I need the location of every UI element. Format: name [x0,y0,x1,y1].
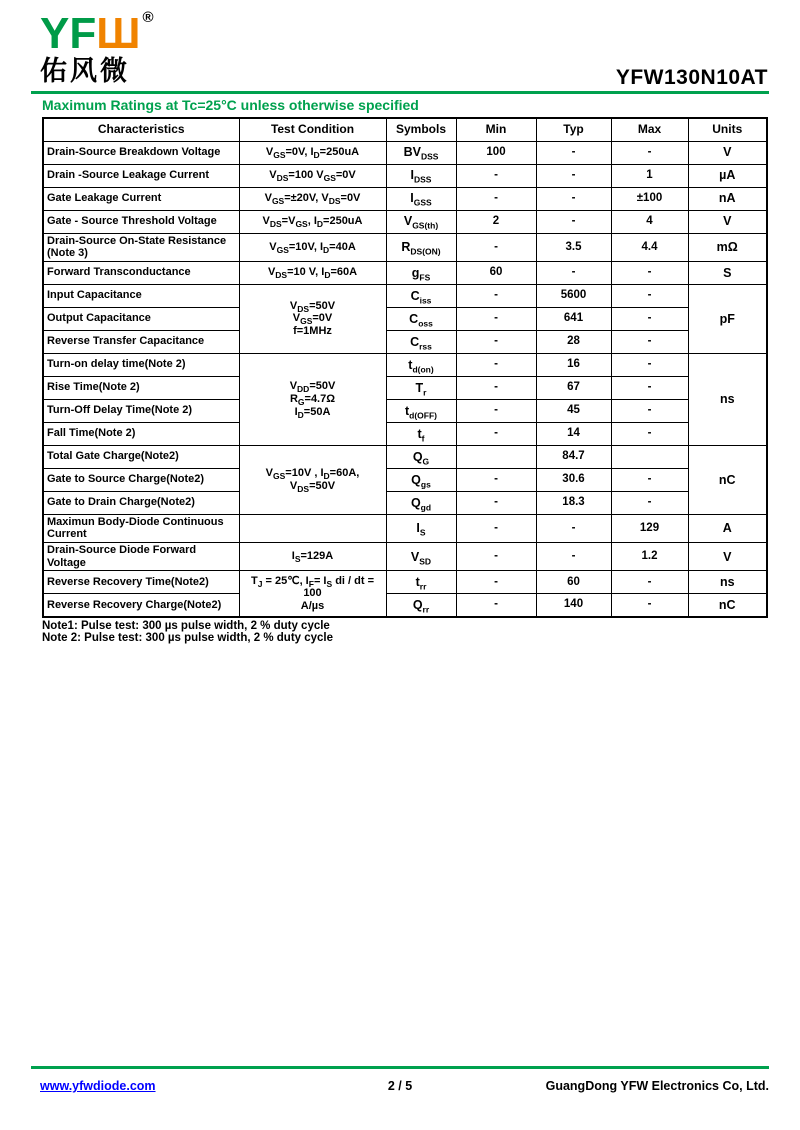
min-cell: - [456,491,536,514]
logo-w-glyph: Ш [96,9,141,58]
symbol-cell: $t_{rr}$ [386,571,456,594]
typ-cell: 18.3 [536,491,611,514]
characteristic-cell: Fall Time(Note 2) [43,422,239,445]
condition-cell: $I_S=129A$ [239,543,386,571]
typ-cell: - [536,141,611,164]
max-cell: - [611,307,688,330]
section-heading: Maximum Ratings at Tc=25°C unless otherwise specified [42,97,419,113]
symbol-cell: $t_f$ [386,422,456,445]
typ-cell: 140 [536,594,611,617]
characteristic-cell: Drain-Source Diode Forward Voltage [43,543,239,571]
max-cell: - [611,353,688,376]
max-cell: 4.4 [611,233,688,261]
condition-cell: $V_{GS}=10V$, $I_D=40A$ [239,233,386,261]
ratings-table [42,117,768,618]
min-cell: - [456,399,536,422]
logo-wordmark [40,10,154,56]
characteristic-cell: Gate Leakage Current [43,187,239,210]
characteristic-cell: Maximun Body-Diode Continuous Current [43,514,239,542]
table-row [43,261,767,284]
condition-cell: $V_{GS}=10V$ , $I_D=60A$, $V_{DS}=50V$ [239,445,386,514]
symbol-cell: $I_{DSS}$ [386,164,456,187]
symbol-cell: $t_{d(on)}$ [386,353,456,376]
condition-cell: $V_{DS}=V_{GS}$, $I_D=250uA$ [239,210,386,233]
symbol-cell: $g_{FS}$ [386,261,456,284]
characteristic-cell: Reverse Recovery Time(Note2) [43,571,239,594]
condition-cell: $V_{DS}=10$ V, $I_D=60A$ [239,261,386,284]
page-footer [0,1066,800,1093]
min-cell: - [456,284,536,307]
table-row [43,284,767,307]
unit-cell: ns [688,353,767,445]
table-row [43,376,767,399]
max-cell: 1.2 [611,543,688,571]
min-cell: - [456,233,536,261]
table-row [43,543,767,571]
unit-cell: V [688,210,767,233]
logo-yf-text: YF [40,9,97,58]
table-row [43,445,767,468]
max-cell: - [611,491,688,514]
column-header: Test Condition [239,118,386,141]
symbol-cell: $Q_{gs}$ [386,468,456,491]
max-cell: - [611,330,688,353]
table-row [43,210,767,233]
registered-trademark-icon: ® [142,9,154,26]
condition-cell: $V_{DD}=50V$ $R_G=4.7\Omega$ $I_D=50A$ [239,353,386,445]
table-row [43,141,767,164]
max-cell: - [611,422,688,445]
characteristic-cell: Turn-Off Delay Time(Note 2) [43,399,239,422]
max-cell: 1 [611,164,688,187]
typ-cell: - [536,210,611,233]
typ-cell: 16 [536,353,611,376]
table-row [43,233,767,261]
column-header: Max [611,118,688,141]
symbol-cell: $Q_{gd}$ [386,491,456,514]
min-cell: - [456,164,536,187]
page-header [0,0,800,91]
website-link[interactable]: www.yfwdiode.com [40,1079,156,1093]
min-cell: - [456,468,536,491]
column-header: Characteristics [43,118,239,141]
header-divider [31,91,769,94]
table-row [43,594,767,617]
unit-cell: mΩ [688,233,767,261]
unit-cell: ns [688,571,767,594]
characteristic-cell: Output Capacitance [43,307,239,330]
table-row [43,330,767,353]
max-cell [611,445,688,468]
characteristic-cell: Rise Time(Note 2) [43,376,239,399]
characteristic-cell: Forward Transconductance [43,261,239,284]
min-cell: - [456,353,536,376]
max-cell: - [611,594,688,617]
table-row [43,399,767,422]
table-row [43,164,767,187]
symbol-cell: $C_{rss}$ [386,330,456,353]
condition-cell: $V_{GS}=0V$, $I_D=250uA$ [239,141,386,164]
min-cell: - [456,376,536,399]
condition-cell: $V_{GS}=\pm 20V$, $V_{DS}=0V$ [239,187,386,210]
table-row [43,514,767,542]
typ-cell: 14 [536,422,611,445]
typ-cell: 5600 [536,284,611,307]
part-number-title: YFW130N10AT [615,66,768,89]
unit-cell: nC [688,594,767,617]
symbol-cell: $Q_G$ [386,445,456,468]
characteristic-cell: Drain-Source On-State Resistance (Note 3) [43,233,239,261]
min-cell: - [456,187,536,210]
unit-cell: A [688,514,767,542]
characteristic-cell: Input Capacitance [43,284,239,307]
max-cell: ±100 [611,187,688,210]
typ-cell: 84.7 [536,445,611,468]
characteristic-cell: Turn-on delay time(Note 2) [43,353,239,376]
note-line: Note 2: Pulse test: 300 µs pulse width, 2 % duty cycle [42,632,334,645]
characteristic-cell: Gate to Source Charge(Note2) [43,468,239,491]
symbol-cell: $C_{oss}$ [386,307,456,330]
column-header: Min [456,118,536,141]
condition-cell: $V_{DS}=50V$ $V_{GS}=0V$ f=1MHz [239,284,386,353]
min-cell: 100 [456,141,536,164]
symbol-cell: $C_{iss}$ [386,284,456,307]
symbol-cell: $I_{GSS}$ [386,187,456,210]
logo-chinese-name: 佑风微 [40,56,130,86]
min-cell: - [456,543,536,571]
min-cell: - [456,594,536,617]
symbol-cell: $V_{SD}$ [386,543,456,571]
typ-cell: 28 [536,330,611,353]
characteristic-cell: Total Gate Charge(Note2) [43,445,239,468]
max-cell: - [611,261,688,284]
max-cell: - [611,468,688,491]
max-cell: - [611,399,688,422]
min-cell: - [456,330,536,353]
typ-cell: 30.6 [536,468,611,491]
condition-cell [239,514,386,542]
company-logo [40,10,154,85]
symbol-cell: $Q_{rr}$ [386,594,456,617]
characteristic-cell: Gate - Source Threshold Voltage [43,210,239,233]
typ-cell: - [536,187,611,210]
typ-cell: - [536,261,611,284]
column-header: Symbols [386,118,456,141]
company-name: GuangDong YFW Electronics Co, Ltd. [545,1079,769,1093]
symbol-cell: $V_{GS(th)}$ [386,210,456,233]
symbol-cell: $BV_{DSS}$ [386,141,456,164]
max-cell: - [611,141,688,164]
table-row [43,468,767,491]
condition-cell: $V_{DS}=100$ $V_{GS}=0V$ [239,164,386,187]
typ-cell: 67 [536,376,611,399]
min-cell: - [456,422,536,445]
notes-block [42,620,800,645]
characteristic-cell: Drain -Source Leakage Current [43,164,239,187]
table-row [43,307,767,330]
column-header: Units [688,118,767,141]
min-cell: 2 [456,210,536,233]
min-cell: 60 [456,261,536,284]
table-row [43,422,767,445]
unit-cell: µA [688,164,767,187]
table-row [43,491,767,514]
characteristic-cell: Reverse Transfer Capacitance [43,330,239,353]
min-cell [456,445,536,468]
min-cell: - [456,307,536,330]
typ-cell: - [536,164,611,187]
max-cell: - [611,376,688,399]
typ-cell: - [536,514,611,542]
symbol-cell: $R_{DS(ON)}$ [386,233,456,261]
table-header-row [43,118,767,141]
unit-cell: V [688,141,767,164]
unit-cell: pF [688,284,767,353]
typ-cell: 45 [536,399,611,422]
min-cell: - [456,514,536,542]
note-line: Note1: Pulse test: 300 µs pulse width, 2 % duty cycle [42,619,330,632]
characteristic-cell: Drain-Source Breakdown Voltage [43,141,239,164]
typ-cell: 60 [536,571,611,594]
table-row [43,187,767,210]
table-row [43,353,767,376]
footer-divider [31,1066,769,1069]
characteristic-cell: Reverse Recovery Charge(Note2) [43,594,239,617]
page-number: 2 / 5 [387,1079,413,1093]
unit-cell: V [688,543,767,571]
symbol-cell: $T_r$ [386,376,456,399]
max-cell: 129 [611,514,688,542]
symbol-cell: $t_{d(OFF)}$ [386,399,456,422]
max-cell: 4 [611,210,688,233]
max-cell: - [611,284,688,307]
table-row [43,571,767,594]
min-cell: - [456,571,536,594]
typ-cell: 3.5 [536,233,611,261]
symbol-cell: $I_S$ [386,514,456,542]
column-header: Typ [536,118,611,141]
characteristic-cell: Gate to Drain Charge(Note2) [43,491,239,514]
condition-cell: $T_J$ = 25℃, $I_F= I_S$ di / dt = 100 A/µs [239,571,386,617]
max-cell: - [611,571,688,594]
typ-cell: 641 [536,307,611,330]
unit-cell: nC [688,445,767,514]
typ-cell: - [536,543,611,571]
unit-cell: nA [688,187,767,210]
unit-cell: S [688,261,767,284]
